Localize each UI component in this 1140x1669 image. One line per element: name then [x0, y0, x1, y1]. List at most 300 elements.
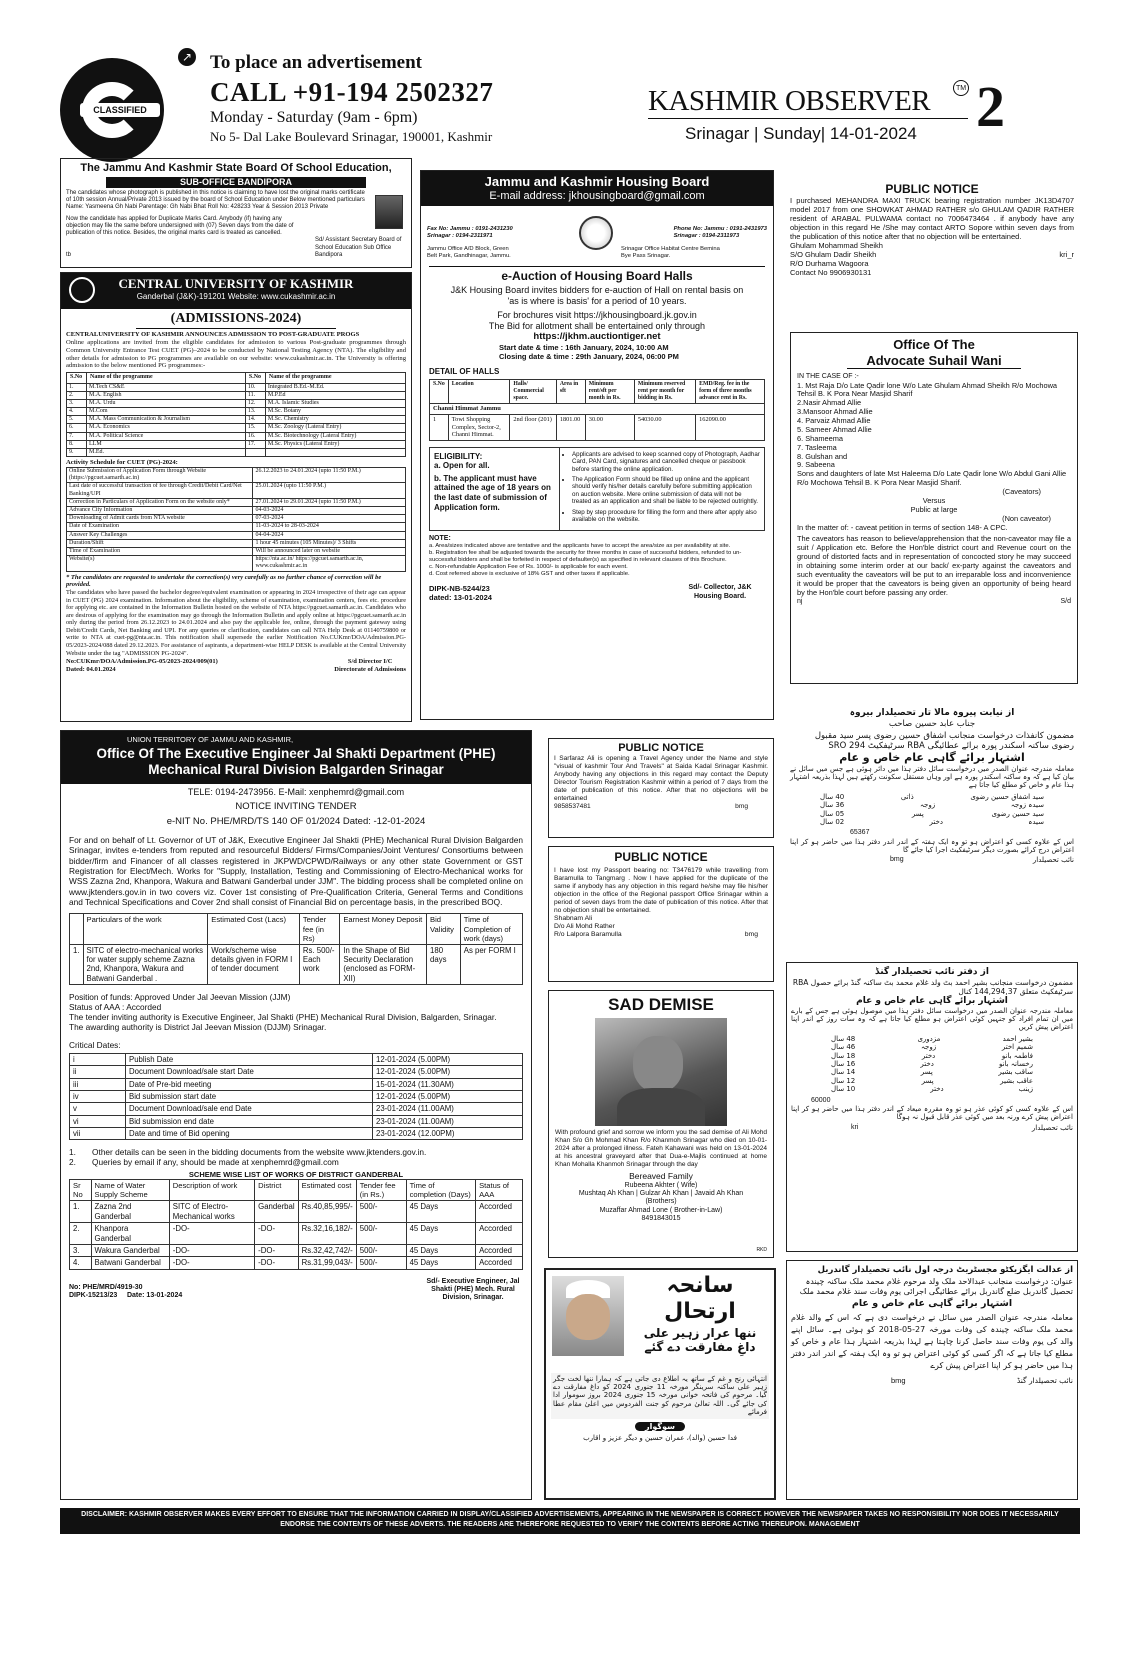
cuk-dated: Dated: 04.01.2024 [66, 665, 116, 673]
scheme-cell: -DO- [255, 1244, 298, 1256]
programme-cell: 12. [245, 399, 265, 407]
js-no: No: PHE/MRD/4919-30 [69, 1283, 143, 1291]
js-critical: Critical Dates: [69, 1039, 121, 1050]
scheme-cell: -DO- [169, 1244, 254, 1256]
programme-cell: 8. [67, 440, 87, 448]
date-index: i [70, 1053, 126, 1065]
demise-family: Bereaved Family [629, 1171, 693, 1182]
work-header-cell [70, 914, 84, 944]
housing-note-item: b. Registration fee shall be adjusted towards the security for three months in case of successful bidders, refunded to un-successful bidders and shall be forfeited in respect of defaulter(s) as specified in relevant clauses of this Brochure. [429, 550, 742, 564]
pn3-n3: R/o Lalpora Baramulla [554, 931, 622, 939]
js-other2: 2. Queries by email if any, should be made at xenphemrd@gmail.com [69, 1157, 339, 1168]
pn2-bmg: bmg [735, 802, 748, 810]
urdu2-p3: معاملہ مندرجہ عنوان الصدر میں درخواست سائل دفتر ہذا میں موصول ہوئی ہے جس کے بارے میں ان تمام افراد کو جنہیں کوئی اعتراض ہو مطلع کیا جاتا ہے کہ وہ سات روز کے اندر اپنا اعتراض پیش کریں [791, 1006, 1073, 1032]
pn1-n3: R/O Durhama Wagoora [790, 259, 869, 269]
scheme-cell: Wakura Ganderbal [91, 1244, 169, 1256]
housing-jammu-office: Jammu Office A/D Block, Green Belt Park, Gandhinagar, Jammu. [427, 245, 511, 259]
schedule-row [67, 515, 406, 523]
scheme-cell: 3. [70, 1244, 92, 1256]
scheme-cell: -DO- [169, 1257, 254, 1269]
js-tele: TELE: 0194-2473956. E-Mail: xenphemrd@gmail.com [187, 787, 405, 798]
scheme-cell: 45 Days [406, 1223, 476, 1245]
housing-hall-table [429, 379, 765, 440]
programme-cell [265, 449, 405, 457]
cuk-ref: No:CUKmr/DOA/Admission.PG-05/2023-2024/009(01) [66, 658, 218, 666]
family-member-cell: 40 سال [820, 792, 845, 801]
urdu3-p1: عنوان: درخواست منجانب عبدالاحد ملک ولد مرحوم غلام محمد ملک ساکنہ چیندہ [805, 1277, 1073, 1287]
housing-note-item: d. Cost referred above is exclusive of 18% GST and other taxes if applicable. [429, 571, 630, 578]
sanha-sub2: داغِ مفارقت دے گئے [644, 1340, 756, 1355]
cuk-note2: The candidates who have passed the bachelor degree/equivalent examination or appearing in 2024 irrespective of their age can appear in CUET (PG) 2024 examination. Information about the eligibility, scheme of examination, examination centers, fees etc. procedure for applying etc. are contained in the Information Bulletin hosted on the website of NTA https://pgcuet.samarth.ac.in. Candidates who are desirous of applying for the examination may go through the Information Bulletin and apply online at https://pgcuet.samarth.ac.in only during the period from 26.12.2023 to 24.01.2024 and also pay the applicable fee, online, through the payment gateway using Debit/Credit Cards, Net Banking and UPI. For any queries or clarification, candidates can call NTA Help Desk at 01140759800 or write to NTA at cuet-pg@nta.ac.in. This notification shall supersede the earlier Notification No.CUKmr/DOA/Admission.PG-05/2023-2024/088 dated 29.12.2023. For assistance of aspirants, a department-wise HELP DESK is available at the Central University Website under the tag "ADMISSION PG-2024". [66, 589, 406, 657]
demise-rkd: RKD [756, 1247, 767, 1253]
th-sno2: S.No [245, 373, 265, 383]
adv-nj: nj [797, 597, 803, 605]
programme-row [67, 440, 406, 448]
urdu3-sig: نائب تحصیلدار گنڈ [1016, 1375, 1073, 1385]
scheme-cell: Zazna 2nd Ganderbal [91, 1201, 169, 1223]
date-label: Bid submission end date [126, 1115, 373, 1127]
sanha-body: انتہائی رنج و غم کے ساتھ یہ اطلاع دی جاتی ہے کہ ہمارا ننھا لخت جگر زہیر علی ساکنہ سرینگر مورخہ 11 جنوری 2024 کو داغ مفارقت دے گیا۔ مرحوم کی فاتحہ خوانی مورخہ 15 جنوری 2024 بروز سوموار ادا کی جائے گی۔ اللہ تعالیٰ مرحوم کو جنت الفردوس میں اعلیٰ مقام عطا فرمائے [551, 1373, 769, 1419]
urdu1-sub: جناب عابد حسین صاحب [888, 718, 976, 729]
programme-cell: 14. [245, 416, 265, 424]
schedule-date: 04-03-2024 [253, 507, 406, 515]
programme-row [67, 424, 406, 432]
cuk-sign2: Directorate of Admissions [334, 665, 406, 673]
housing-dated: dated: 13-01-2024 [429, 593, 492, 603]
cuk-note1: * The candidates are requested to undertake the correction(s) very carefully as no further chance of correction will be provided. [66, 573, 382, 589]
programme-cell: M.Sc. Biotechnology (Lateral Entry) [265, 432, 405, 440]
scheme-cell: Batwani Ganderbal [91, 1257, 169, 1269]
schedule-date: 11-03-2024 to 28-03-2024 [253, 523, 406, 531]
hall-cell: 1801.00 [556, 415, 585, 441]
js-other1: 1. Other details can be seen in the bidding documents from the website www.jktenders.gov.in. [69, 1147, 427, 1158]
programme-cell: M.Sc. Botany [265, 408, 405, 416]
scheme-header-cell: Time of completion (Days) [406, 1180, 476, 1201]
advocate-notice [790, 332, 1078, 684]
schedule-date: 07-03-2024 [253, 515, 406, 523]
housing-bidurl[interactable]: https://jkhm.auctiontiger.net [533, 331, 661, 343]
schedule-row [67, 539, 406, 547]
scheme-cell: SITC of Electro-Mechanical works [169, 1201, 254, 1223]
scheme-cell: Accorded [476, 1244, 523, 1256]
housing-fax: Fax No: Jammu : 0191-2431230 [427, 225, 513, 232]
pn3-title: PUBLIC NOTICE [614, 850, 708, 864]
th-sno: S.No [67, 373, 87, 383]
schedule-row [67, 547, 406, 555]
demise-wife: Rubeena Akhter ( Wife) [624, 1181, 698, 1189]
urdu1-head: از نیابت پیروہ مالا تار تحصیلدار بیروہ [849, 708, 1015, 718]
family-member-cell: 48 سال [831, 1034, 856, 1043]
elig-b: b. The applicant must have attained the age of 18 years on the last date of submission of Application form. [434, 473, 551, 512]
date-value: 23-01-2024 (11.00AM) [373, 1103, 523, 1115]
work-cell: Work/scheme wise details given in FORM I of tender document [208, 944, 300, 984]
scheme-cell: Rs.32,16,182/- [298, 1223, 356, 1245]
family-member-cell: دختر [929, 817, 943, 826]
hall-cell: 162090.00 [696, 415, 765, 441]
programme-cell: M.Ed. [87, 449, 246, 457]
critical-date-row [70, 1103, 523, 1115]
adv-public: Public at large [910, 504, 958, 514]
scheme-cell: Accorded [476, 1223, 523, 1245]
js-dates-table [69, 1053, 523, 1140]
date-label: Date of Pre-bid meeting [126, 1078, 373, 1090]
scheme-cell: Accorded [476, 1201, 523, 1223]
programme-cell: 7. [67, 432, 87, 440]
demise-brothers: Mushtaq Ah Khan | Gulzar Ah Khan | Javaid Ah Khan [578, 1189, 744, 1197]
cuk-programme-table [66, 372, 406, 457]
schedule-activity: Date of Examination [67, 523, 253, 531]
urdu2-p4: اس کے علاوہ کسی کو کوئی عذر ہو تو وہ مقررہ میعاد کے اندر دفتر ہذا میں حاضر ہو کر اپنا اعتراض پیش کرے ورنہ بعد میں کوئی عذر قابل قبول نہ ہوگا [791, 1104, 1073, 1122]
schedule-row [67, 483, 406, 498]
pointer-icon: ↗ [178, 48, 196, 66]
housing-title: Jammu and Kashmir Housing Board [484, 174, 710, 189]
family-member-cell: سیدہ زوجہ [1010, 801, 1044, 810]
programme-cell: 16. [245, 432, 265, 440]
jkbose-sign: Sd/ Assistant Secretary Board of School Education Sub Office Bandipora [315, 237, 402, 258]
js-auth2: The awarding authority is District Jal Jeevan Mission (DJJM) Srinagar. [69, 1022, 327, 1033]
programme-cell: M.Sc. Physics (Lateral Entry) [265, 440, 405, 448]
schedule-activity: Online Submission of Application Form through Website (https://pgcuet.samarth.ac.in) [67, 468, 253, 483]
date-value: 12-01-2024 (5.00PM) [373, 1066, 523, 1078]
date-label: Document Download/sale start Date [126, 1066, 373, 1078]
programme-cell: Integrated B.Ed.-M.Ed. [265, 383, 405, 391]
pn3-body: I have lost my Passport bearing no: T3476179 while travelling from Baramulla to Tangmarg . Now I have applied for the duplicate of the same if anybody has any objection in this regard he/she may file his/her objection in the office of the Regional passport Office Srinagar within a period of seven days from the date of publication of this notice. After that no objection shall be entertained. [554, 867, 768, 914]
housing-start: Start date & time : 16th January, 2024, 10:00 AM [499, 342, 669, 352]
page-number: 2 [976, 74, 1005, 139]
urdu-notice-beerwah [786, 704, 1078, 956]
urdu1-p1: مضمون کانفذات درخواست منجانب اشفاق حسین رضوی پسر سید مقبول رضوی ساکنہ اسکندر پورہ برائے عطائیگی RBA سرٹیفکیٹ SRO 294 [814, 730, 1074, 752]
urdu1-p4: اس کے علاوہ کسی کو اعتراض ہو تو وہ ایک ہفتہ کے اندر اندر دفتر ہذا میں حاضر ہو کر اپنا اعتراض درج کرائے بصورت دیگر سرٹیفکیٹ اجرا کیا جائے گا [790, 837, 1074, 855]
schedule-activity: Correction in Particulars of Application Form on the website only* [67, 498, 253, 506]
scheme-cell: -DO- [255, 1223, 298, 1245]
family-member-cell: مزدوری [917, 1034, 941, 1043]
pn2-phone: 9858537481 [554, 802, 591, 810]
scheme-cell: Ganderbal [255, 1201, 298, 1223]
date-index: v [70, 1103, 126, 1115]
pn1-n1: Ghulam Mohammad Sheikh [790, 241, 883, 251]
programme-cell: M.A. Economics [87, 424, 246, 432]
jkbose-sub: SUB-OFFICE BANDIPORA [106, 177, 366, 188]
urdu3-head: از عدالت ایگزیکٹو مجسٹریٹ درجہ اول نائب تحصیلدار گاندربل [817, 1265, 1073, 1275]
js-pos: Position of funds: Approved Under Jal Jeevan Mission (JJM) [69, 992, 291, 1003]
urdu2-sig: نائب تحصیلدار [1031, 1123, 1073, 1132]
demise-phone: 8491843015 [641, 1215, 681, 1223]
urdu3-p4: معاملہ مندرجہ عنوان الصدر میں سائل نے درخواست دی ہے کہ اس کے والد غلام محمد ملک ساکنہ چیندہ کی وفات مورخہ 27-05-2018 کو ہوئی ہے۔ سائل اپنے والد کی یوم وفات سند حاصل کرنا چاہتا ہے لہذا بذریعہ اشتہار ہذا عام و خاص کو مطلع کیا جاتا ہے کہ اگر کسی کو کوئی اعتراض ہو تو وہ ایک ہفتہ کے اندر اندر دفتر ہذا میں حاضر ہو کر اپنا اعتراض پیش کرے [791, 1312, 1073, 1370]
scheme-cell: Accorded [476, 1257, 523, 1269]
family-member-cell: 02 سال [820, 817, 845, 826]
family-member-cell: عاقب بشیر [1000, 1076, 1033, 1085]
hall-header-cell: Area in sft [556, 380, 585, 404]
classified-logo [60, 58, 164, 162]
sanha-fam: فدا حسین (والد)، عمران حسین و دیگر عزیز و اقارب [583, 1434, 737, 1443]
family-member-cell: دختر [921, 1051, 936, 1060]
programme-cell [245, 449, 265, 457]
critical-date-row [70, 1066, 523, 1078]
date-label: Document Download/sale end Date [126, 1103, 373, 1115]
housing-close: Closing date & time : 29th January, 2024, 06:00 PM [499, 351, 679, 361]
public-notice-travel [548, 738, 774, 838]
schedule-date: Will be announced later on website [253, 547, 406, 555]
adv-caveators: (Caveators) [1002, 487, 1041, 497]
pn1-n4: Contact No 9906930131 [790, 268, 872, 278]
family-member-cell: زینب [1018, 1085, 1033, 1094]
programme-cell: 9. [67, 449, 87, 457]
js-sign: Sd/- Executive Engineer, Jal Shakti (PHE) Mech. Rural Division, Srinagar. [426, 1277, 520, 1302]
hall-header-cell: Halls/ Commercial space. [510, 380, 556, 404]
schedule-date: 04-04-2024 [253, 531, 406, 539]
family-member-row [831, 1052, 1033, 1060]
public-notice-truck [784, 180, 1080, 306]
programme-cell: 6. [67, 424, 87, 432]
urdu-notice-ganderbal [786, 1260, 1078, 1500]
programme-cell: 11. [245, 391, 265, 399]
demise-title: SAD DEMISE [608, 995, 714, 1014]
housing-fax2: Srinagar : 0194-2311971 [427, 232, 493, 239]
cuk-adm: (ADMISSIONS-2024) [136, 311, 336, 329]
date-value: 23-01-2024 (11.00AM) [373, 1115, 523, 1127]
hall-cell: 2nd floor (201) [510, 415, 556, 441]
adv-case: IN THE CASE OF :- [797, 373, 859, 381]
urdu2-head: از دفتر نائب تحصیلدار گنڈ [875, 967, 989, 977]
family-member-cell: رخسانہ بانو [998, 1059, 1033, 1068]
programme-row [67, 383, 406, 391]
programme-cell: 4. [67, 408, 87, 416]
housing-brochure[interactable]: For brochures visit https://jkhousingboard.jk.gov.in [497, 309, 697, 320]
programme-cell: 2. [67, 391, 87, 399]
urdu3-bmg: bmg [891, 1375, 906, 1385]
housing-board-notice [420, 170, 774, 720]
jkbose-tb: tb [66, 251, 72, 258]
schedule-date: 1 hour 45 minutes (105 Minutes)/ 3 Shifts [253, 539, 406, 547]
urdu2-code: 60000 [811, 1096, 831, 1104]
programme-cell: M.A. Urdu [87, 399, 246, 407]
family-member-row [831, 1085, 1033, 1093]
programme-cell: M.Sc. Zoology (Lateral Entry) [265, 424, 405, 432]
scheme-row [70, 1244, 523, 1256]
pn1-title: PUBLIC NOTICE [885, 182, 979, 196]
housing-note-title: NOTE: [429, 534, 451, 542]
disclaimer-bar: DISCLAIMER: KASHMIR OBSERVER MAKES EVERY EFFORT TO ENSURE THAT THE INFORMATION CARRIED IN DISPLAY/CLASSIFIED ADVERTISEMENTS, APPEARING IN THE NEWSPAPER IS CORRECT. HOWEVER THE NEWSPAPER TAKES NO RESPONSIBILITY NOR DOES IT NECESSARILY ENDORSE THE CONTENTS OF THESE ADVERTS. THE READERS ARE THEREFORE REQUESTED TO VERIFY THE CONTENTS BEFORE ACTING THEREUPON. MANAGEMENT [60, 1508, 1080, 1534]
housing-eauction: e-Auction of Housing Board Halls [429, 266, 765, 283]
dateline: Srinagar | Sunday| 14-01-2024 [685, 124, 917, 143]
programme-row [67, 408, 406, 416]
housing-phone2: Srinagar : 0194-2311973 [673, 232, 740, 239]
work-cell: 180 days [427, 944, 461, 984]
adv-title2: Advocate Suhail Wani [847, 353, 1021, 370]
js-dipk: DIPK-15213/23 Date: 13-01-2024 [69, 1291, 183, 1299]
family-member-row [820, 801, 1044, 809]
schedule-date: 27.01.2024 to 29.01.2024 (upto 11:50 P.M.) [253, 498, 406, 506]
work-cell: Rs. 500/- Each work [299, 944, 339, 984]
cuk-sched-title: Activity Schedule for CUET (PG)-2024: [66, 459, 178, 467]
elig-a: a. Open for all. [434, 461, 490, 471]
child-photo [552, 1276, 624, 1356]
family-member-cell: 18 سال [831, 1051, 856, 1060]
th-prog: Name of the programme [87, 373, 246, 383]
pn1-n2: S/O Ghulam Dadir Sheikh [790, 250, 877, 260]
family-member-row [820, 793, 1044, 801]
scheme-cell: 500/- [356, 1201, 406, 1223]
family-member-row [831, 1060, 1033, 1068]
family-member-cell: 16 سال [831, 1059, 856, 1068]
schedule-row [67, 507, 406, 515]
adv-matter: In the matter of: - caveat petition in terms of section 148- A CPC. [797, 522, 1008, 532]
hall-cell: Towi Shopping Complex, Sector-2, Channi Himmat. [448, 415, 510, 441]
scheme-cell: 45 Days [406, 1257, 476, 1269]
cuk-title: CENTRAL UNIVERSITY OF KASHMIR [118, 276, 354, 291]
programme-cell: 17. [245, 440, 265, 448]
schedule-activity: Website(s) [67, 556, 253, 571]
schedule-date: https://nta.ac.in/ https://pgcuet.samarth.ac.in, www.cukashmir.ac.in [253, 556, 406, 571]
programme-cell: M.A. Political Science [87, 432, 246, 440]
js-work-table [69, 913, 523, 985]
housing-bullet: • Step by step procedure for filling the form and there after apply also available on the website. [572, 509, 760, 524]
date-value: 23-01-2024 (12.00PM) [373, 1128, 523, 1140]
schedule-date: 25.01.2024 (upto 11:50 P.M.) [253, 483, 406, 498]
scheme-cell: Rs.32,42,742/- [298, 1244, 356, 1256]
demise-photo [595, 1018, 727, 1126]
date-index: vi [70, 1115, 126, 1127]
scheme-cell: -DO- [169, 1223, 254, 1245]
housing-email[interactable]: E-mail address: jkhousingboard@gmail.com [489, 189, 705, 202]
sanha-mourn: سوگوار [635, 1422, 685, 1432]
js-auth1: The tender inviting authority is Executive Engineer, Jal Shakti (PHE) Mechanical Rural Division, Balgarden, Srinagar. [69, 1012, 497, 1023]
family-member-cell: پسر [921, 1076, 934, 1085]
scheme-cell: 45 Days [406, 1201, 476, 1223]
cuk-announce: CENTRALUNIVERSITY OF KASHMIR ANNOUNCES ADMISSION TO POST-GRADUATE PROGS [66, 330, 360, 338]
hall-cell: 1 [430, 415, 449, 441]
housing-note-item: c. Non-refundable Application Fee of Rs. 1000/- is applicable for each event. [429, 564, 628, 571]
scheme-cell: 500/- [356, 1244, 406, 1256]
work-header-cell: Estimated Cost (Lacs) [208, 914, 300, 944]
urdu1-code: 65367 [850, 829, 870, 837]
schedule-row [67, 531, 406, 539]
pn1-body: I purchased MEHANDRA MAXI TRUCK bearing registration number JK13D4707 model 2017 from one SHOWKAT AHMAD RATHER s/o GHULAM QADIR RATHER resident of ARABAL PULWAMA contact no 7006473464 . if anybody have any objection in this regard He /She may contact ARTO Sopore within seven days from the publication of this notice after that no objection will be entertained. [790, 196, 1074, 242]
date-label: Publish Date [126, 1053, 373, 1065]
scheme-cell: Rs.31,99,043/- [298, 1257, 356, 1269]
jalshakti-tender [60, 730, 532, 1500]
programme-row [67, 432, 406, 440]
work-header-cell: Time of Completion of work (days) [460, 914, 522, 944]
scheme-row [70, 1257, 523, 1269]
scheme-row [70, 1201, 523, 1223]
family-member-cell: سیدہ [1028, 817, 1044, 826]
work-cell: In the Shape of Bid Security Declaration (enclosed as FORM-XII) [340, 944, 427, 984]
housing-bullet: • The Application Form should be filled up online and the applicant should verify his/her details carefully before submitting application on auction website. Mere online submission of data will not be treated as an application and shall be liable to be rejected outrightly. [572, 476, 760, 506]
schedule-date: 26.12.2023 to 24.01.2024 (upto 11:50 P.M.) [253, 468, 406, 483]
js-title2: Mechanical Rural Division Balgarden Srinagar [148, 762, 444, 778]
public-notice-passport [548, 846, 774, 982]
urdu3-p2: تحصیل گاندربل ضلع گاندربل برائے عطائیگی اجرائی یوم وفات سند غلام محمد ملک [799, 1286, 1073, 1296]
family-member-cell: 14 سال [831, 1068, 856, 1077]
date-value: 15-01-2024 (11.30AM) [373, 1078, 523, 1090]
elig-title: ELIGIBILITY: [434, 451, 483, 461]
scheme-header-cell: Name of Water Supply Scheme [91, 1180, 169, 1201]
programme-cell: M.Tech CS&E [87, 383, 246, 391]
jkbose-body: The candidates whose photograph is published in this notice is claiming to have lost the original marks certificate of 10th session Annual/Private 2013 issued by the board of School Education under Below mentioned particulars [66, 189, 365, 204]
cuk-sub: Ganderbal (J&K)-191201 Website: www.cukashmir.ac.in [136, 291, 336, 301]
critical-date-row [70, 1053, 523, 1065]
hall-cell: 54030.00 [634, 415, 695, 441]
family-member-cell: ساقب بشیر [998, 1068, 1033, 1077]
programme-row [67, 416, 406, 424]
masthead-rule [648, 118, 968, 119]
hall-header-cell: S.No [430, 380, 449, 404]
housing-invite: J&K Housing Board invites bidders for e-auction of Hall on rental basis on 'as is where is basis' for a period of 10 years. [450, 285, 744, 306]
scheme-cell: Khanpora Ganderbal [91, 1223, 169, 1245]
family-member-row [820, 810, 1044, 818]
programme-cell: M.A. Mass Communication & Journalism [87, 416, 246, 424]
critical-date-row [70, 1090, 523, 1102]
adv-noncav: (Non caveator) [1002, 513, 1051, 523]
urdu-notice-gund [786, 962, 1078, 1252]
programme-cell: 3. [67, 399, 87, 407]
schedule-activity: Last date of successful transaction of fee through Credit/Debit Card/Net Banking/UPI [67, 483, 253, 498]
scheme-header-cell: Estimated cost [298, 1180, 356, 1201]
scheme-header-cell: Description of work [169, 1180, 254, 1201]
adv-title1: Office Of The [893, 337, 975, 352]
family-member-row [831, 1043, 1033, 1051]
scheme-cell: 500/- [356, 1223, 406, 1245]
housing-phone: Phone No: Jammu : 0191-2431973 [673, 225, 767, 232]
scheme-cell: 45 Days [406, 1244, 476, 1256]
adv-body: The caveators has reason to believe/apprehension that the non-caveator may file a suit / Application etc. Before the Hon'ble district court and Revenue court on the ground of distorted facts and in representation of concocted story he may succeed in obtaining some interim order at our back/ ex-party against the caveators and such eventuality the caveators will be put to an irreparable loss and inconvenience it would be proper that the caveators is being given an opportunity of being heard by the Hon'ble court before passing any order. [797, 534, 1071, 597]
jkbose-photo [375, 195, 403, 229]
programme-cell: 10. [245, 383, 265, 391]
scheme-header-cell: District [255, 1180, 298, 1201]
programme-row [67, 449, 406, 457]
schedule-activity: Time of Examination [67, 547, 253, 555]
programme-cell: M.P.Ed [265, 391, 405, 399]
hall-header-cell: Location [448, 380, 510, 404]
work-cell: 1. [70, 944, 84, 984]
urdu1-bmg: bmg [890, 856, 904, 864]
js-enit: e-NIT No. PHE/MRD/TS 140 OF 01/2024 Dated: -12-01-2024 [166, 815, 426, 827]
housing-note-item: a. Area/sizes indicated above are tentative and the applicants have to accept the area/size as per availability at site. [429, 542, 731, 549]
programme-cell: M.Com [87, 408, 246, 416]
pn3-bmg: bmg [744, 931, 758, 939]
programme-cell: M.A. English [87, 391, 246, 399]
programme-row [67, 391, 406, 399]
schedule-row [67, 468, 406, 483]
family-member-cell: زوجہ [919, 801, 936, 810]
cuk-schedule-table [66, 467, 406, 571]
family-member-cell: سید حسین رضوی [991, 809, 1044, 818]
housing-dipk: DIPK-NB-5244/23 [429, 584, 490, 594]
programme-cell: 1. [67, 383, 87, 391]
scheme-cell: 1. [70, 1201, 92, 1223]
js-body: For and on behalf of Lt. Governor of UT of J&K, Executive Engineer Jal Shakti (PHE) Mechanical Rural Division Balgarden Srinagar, invites e-tenders from reputed and resourceful Bidders/ Firms/Companies/Joint Ventures/ Consortiums between bidder/firm and Financer of all classes registered in JKPWD/CPWD/Railways or any other state Government or GST Registration for Elect/Mech. Works for "Supply, Installation, Testing and Commissioning of Electro-Mechanical works for WSS Zazna 2nd, Khanpora, Wakura and Batwani Ganderbal under JJM". The bidding process shall be completed online on www.jktenders.gov.in in two covers viz. Cover 1st consisting of Pre-Qualification Criteria, General Terms and Conditions and Technical Specifications and Cover 2nd shall consist of Financial Bid on percentage basis, in the prescribed BOQ. [69, 834, 523, 908]
jkbose-notice-text: Now the candidate has applied for Duplicate Marks Card. Anybody (if) having any objection may file the same before undersigned with (07) Seven days from the date of publication of this notice. Besides, the original marks card is treated as cancelled. [66, 215, 294, 236]
js-title: Office Of The Executive Engineer Jal Shakti Department (PHE) [96, 746, 496, 761]
hall-location-row: Channi Himmat Jammu [430, 404, 765, 415]
adv-versus: Versus [922, 495, 946, 505]
programme-cell: LLM [87, 440, 246, 448]
schedule-activity: Downloading of Admit cards from NTA website [67, 515, 253, 523]
adv-sd: S/d [1060, 597, 1071, 605]
call-number[interactable]: CALL +91-194 2502327 [210, 77, 494, 107]
hall-cell: 30.00 [585, 415, 634, 441]
urdu2-kri: kri [851, 1123, 859, 1131]
scheme-row [70, 1223, 523, 1245]
schedule-activity: Duration/Shift [67, 539, 253, 547]
schedule-activity: Answer Key Challenges [67, 531, 253, 539]
adv-list: 1. Mst Raja D/o Late Qadir lone W/o Late Ghulam Ahmad Sheikh R/o Mochowa Tehsil B. K Pora Near Masjid Sharif 2.Nasir Ahmad Allie 3.Mansoor Ahmad Allie 4. Parvaiz Ahmad Allie 5. Sameer Ahmad Allie 6. Shameema 7. Tasleema 8. Gulshan and 9. Sabeena Sons and daughters of late Mst Haleema D/o Late Qadir lone W/o Abdul Gani Allie R/o Mochowa Tehsil B. K Pora Near Masjid Sharif. [797, 380, 1067, 488]
office-address: No 5- Dal Lake Boulevard Srinagar, 190001, Kashmir [210, 129, 493, 144]
family-member-cell: پسر [911, 809, 924, 818]
work-header-cell: Bid Validity [427, 914, 461, 944]
pn2-body: I Sarfaraz Ali is opening a Travel Agency under the Name and style "visual of kashmir Tour And Travels" at Saida Kadal Srinagar Kashmir. Anybody having any objections in this regard may contact the Deputy Director Tourism Registration Kashmir within a period of 7 days from the date of publication of this notice. After that no objections will be entertained [554, 755, 768, 802]
